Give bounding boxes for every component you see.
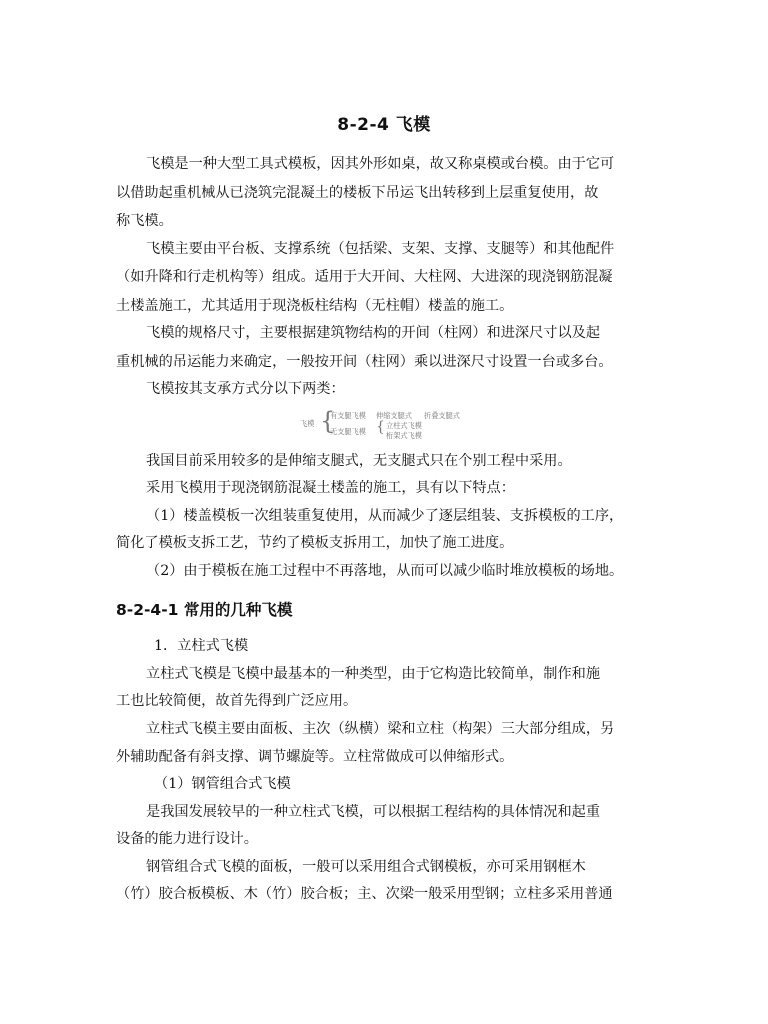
paragraph-line: 飞模是一种大型工具式模板，因其外形如桌，故又称桌模或台模。由于它可 bbox=[146, 156, 615, 172]
paragraph-line: 立柱式飞模主要由面板、主次（纵横）梁和立柱（构架）三大部分组成，另 bbox=[146, 721, 615, 737]
paragraph-line: 飞模主要由平台板、支撑系统（包括梁、支架、支撑、支腿等）和其他配件 bbox=[146, 241, 615, 257]
paragraph-line: 设备的能力进行设计。 bbox=[116, 831, 258, 847]
page-title: 8-2-4 飞模 bbox=[337, 115, 431, 135]
paragraph-line: （竹）胶合板模板、木（竹）胶合板；主、次梁一般采用型钢；立柱多采用普通 bbox=[116, 886, 613, 902]
diagram-branch-label: 无支腿飞模 bbox=[330, 427, 366, 436]
brace-icon: { bbox=[320, 407, 336, 435]
paragraph-line: 我国目前采用较多的是伸缩支腿式，无支腿式只在个别工程中采用。 bbox=[146, 453, 572, 469]
paragraph-line: （如升降和行走机构等）组成。适用于大开间、大柱网、大进深的现浇钢筋混凝 bbox=[116, 269, 613, 285]
brace-icon: { bbox=[376, 419, 385, 435]
paragraph-line: 重机械的吊运能力来确定，一般按开间（柱网）乘以进深尺寸设置一台或多台。 bbox=[116, 354, 613, 370]
diagram-root-label: 飞模 bbox=[300, 419, 315, 428]
section-heading: 8-2-4-1 常用的几种飞模 bbox=[116, 601, 293, 619]
paragraph-line: 以借助起重机械从已浇筑完混凝土的楼板下吊运飞出转移到上层重复使用，故 bbox=[116, 185, 599, 201]
list-item-heading: 1．立柱式飞模 bbox=[154, 638, 249, 654]
paragraph-line: 钢管组合式飞模的面板，一般可以采用组合式钢模板，亦可采用钢框木 bbox=[146, 859, 586, 875]
paragraph-line: 是我国发展较早的一种立柱式飞模，可以根据工程结构的具体情况和起重 bbox=[146, 804, 601, 820]
list-item-heading: （1）钢管组合式飞模 bbox=[154, 776, 291, 792]
diagram-leaf-label: 桁架式飞模 bbox=[386, 431, 422, 440]
diagram-leaf-label: 折叠支腿式 bbox=[424, 411, 460, 420]
paragraph-line: （1）楼盖模板一次组装重复使用，从而减少了逐层组装、支拆模板的工序， bbox=[146, 508, 624, 524]
paragraph-line: 立柱式飞模是飞模中最基本的一种类型，由于它构造比较简单，制作和施 bbox=[146, 666, 601, 682]
paragraph-line: 工也比较简便，故首先得到广泛应用。 bbox=[116, 693, 358, 709]
paragraph-line: （2）由于模板在施工过程中不再落地，从而可以减少临时堆放模板的场地。 bbox=[146, 563, 624, 579]
diagram-branch-label: 有支腿飞模 bbox=[330, 411, 366, 420]
paragraph-line: 外辅助配备有斜支撑、调节螺旋等。立柱常做成可以伸缩形式。 bbox=[116, 749, 514, 765]
paragraph-line: 称飞模。 bbox=[116, 213, 173, 229]
diagram-leaf-label: 伸缩支腿式 bbox=[376, 411, 412, 420]
paragraph-line: 采用飞模用于现浇钢筋混凝土楼盖的施工，具有以下特点： bbox=[146, 480, 515, 496]
paragraph-line: 飞模的规格尺寸，主要根据建筑物结构的开间（柱网）和进深尺寸以及起 bbox=[146, 325, 601, 341]
support-type-diagram bbox=[300, 403, 510, 443]
diagram-leaf-label: 立柱式飞模 bbox=[386, 421, 422, 430]
paragraph-line: 土楼盖施工，尤其适用于现浇板柱结构（无柱帽）楼盖的施工。 bbox=[116, 298, 514, 314]
paragraph-line: 飞模按其支承方式分以下两类： bbox=[146, 381, 345, 397]
paragraph-line: 简化了模板支拆工艺，节约了模板支拆用工，加快了施工进度。 bbox=[116, 535, 514, 551]
